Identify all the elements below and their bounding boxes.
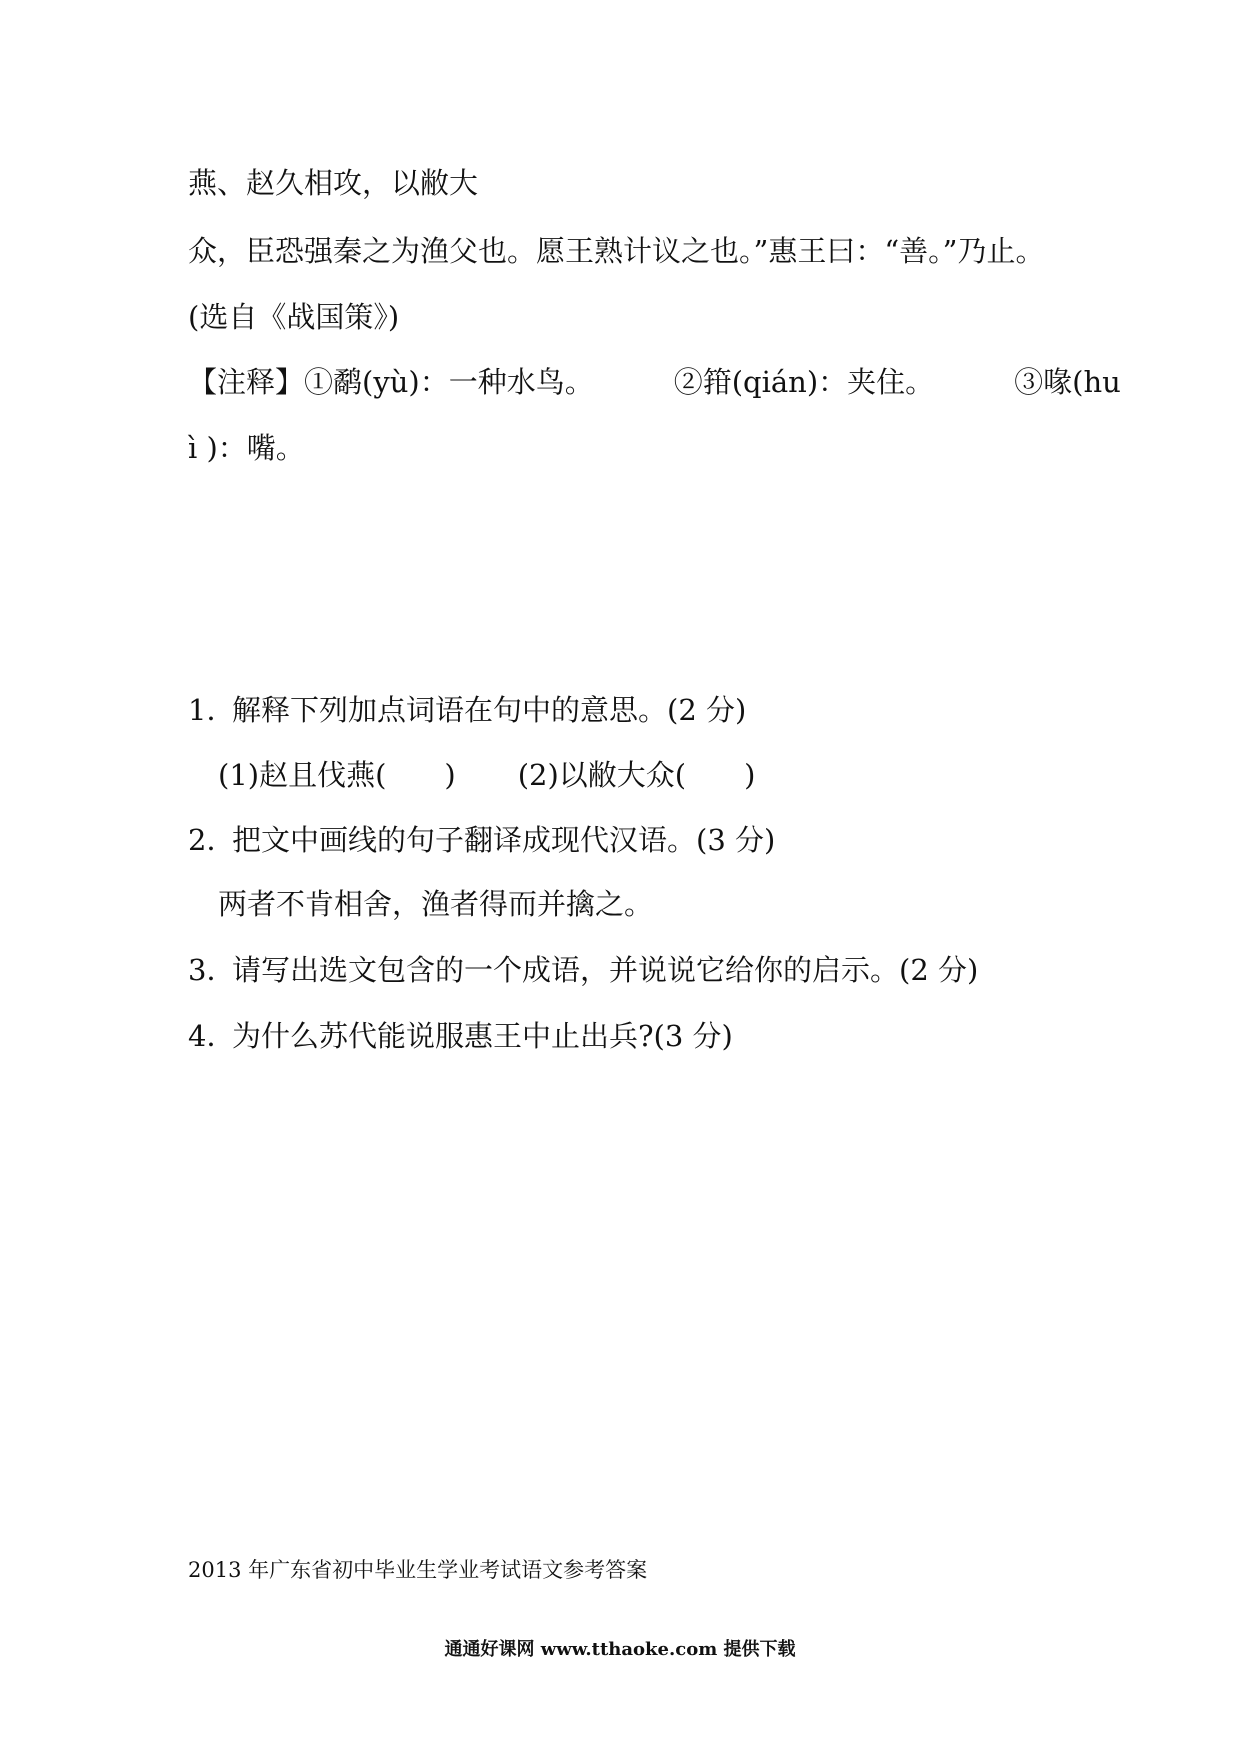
answer-section-title: 2013 年广东省初中毕业生学业考试语文参考答案	[188, 1558, 648, 1582]
question-2	[188, 820, 775, 860]
question-3	[188, 950, 978, 990]
question-2-number: 2．	[188, 823, 236, 857]
question-1-sub-1: (1)赵且伐燕( )	[218, 758, 456, 792]
note-3-continued: ì )：嘴。	[188, 431, 305, 465]
note-2: ②箝(qián)：夹住。	[673, 365, 935, 399]
question-2-sentence: 两者不肯相舍，渔者得而并擒之。	[218, 887, 654, 921]
question-1	[188, 690, 746, 730]
question-4-number: 4．	[188, 1019, 236, 1053]
question-3-number: 3．	[188, 953, 236, 987]
passage-line-1: 燕、赵久相攻，以敝大	[188, 166, 479, 200]
question-4-text: 为什么苏代能说服惠王中止出兵?(3 分)	[232, 1019, 733, 1053]
download-credit: 通通好课网 www.tthaoke.com 提供下载	[444, 1639, 796, 1660]
note-1: 【注释】①鹬(yù)：一种水鸟。	[188, 365, 594, 399]
passage-source: (选自《战国策》)	[188, 300, 400, 334]
notes-line	[188, 362, 1121, 402]
passage-line-2: 众，臣恐强秦之为渔父也。愿王熟计议之也。”惠王曰：“善。”乃止。	[188, 234, 1045, 268]
note-3: ③喙(hu	[1014, 365, 1121, 399]
question-1-subitems	[218, 755, 755, 795]
question-1-text: 解释下列加点词语在句中的意思。(2 分)	[232, 693, 747, 727]
question-2-text: 把文中画线的句子翻译成现代汉语。(3 分)	[232, 823, 776, 857]
question-3-text: 请写出选文包含的一个成语，并说说它给你的启示。(2 分)	[232, 953, 979, 987]
question-1-number: 1．	[188, 693, 236, 727]
question-4	[188, 1016, 733, 1056]
question-1-sub-2: (2)以敝大众( )	[517, 758, 756, 792]
